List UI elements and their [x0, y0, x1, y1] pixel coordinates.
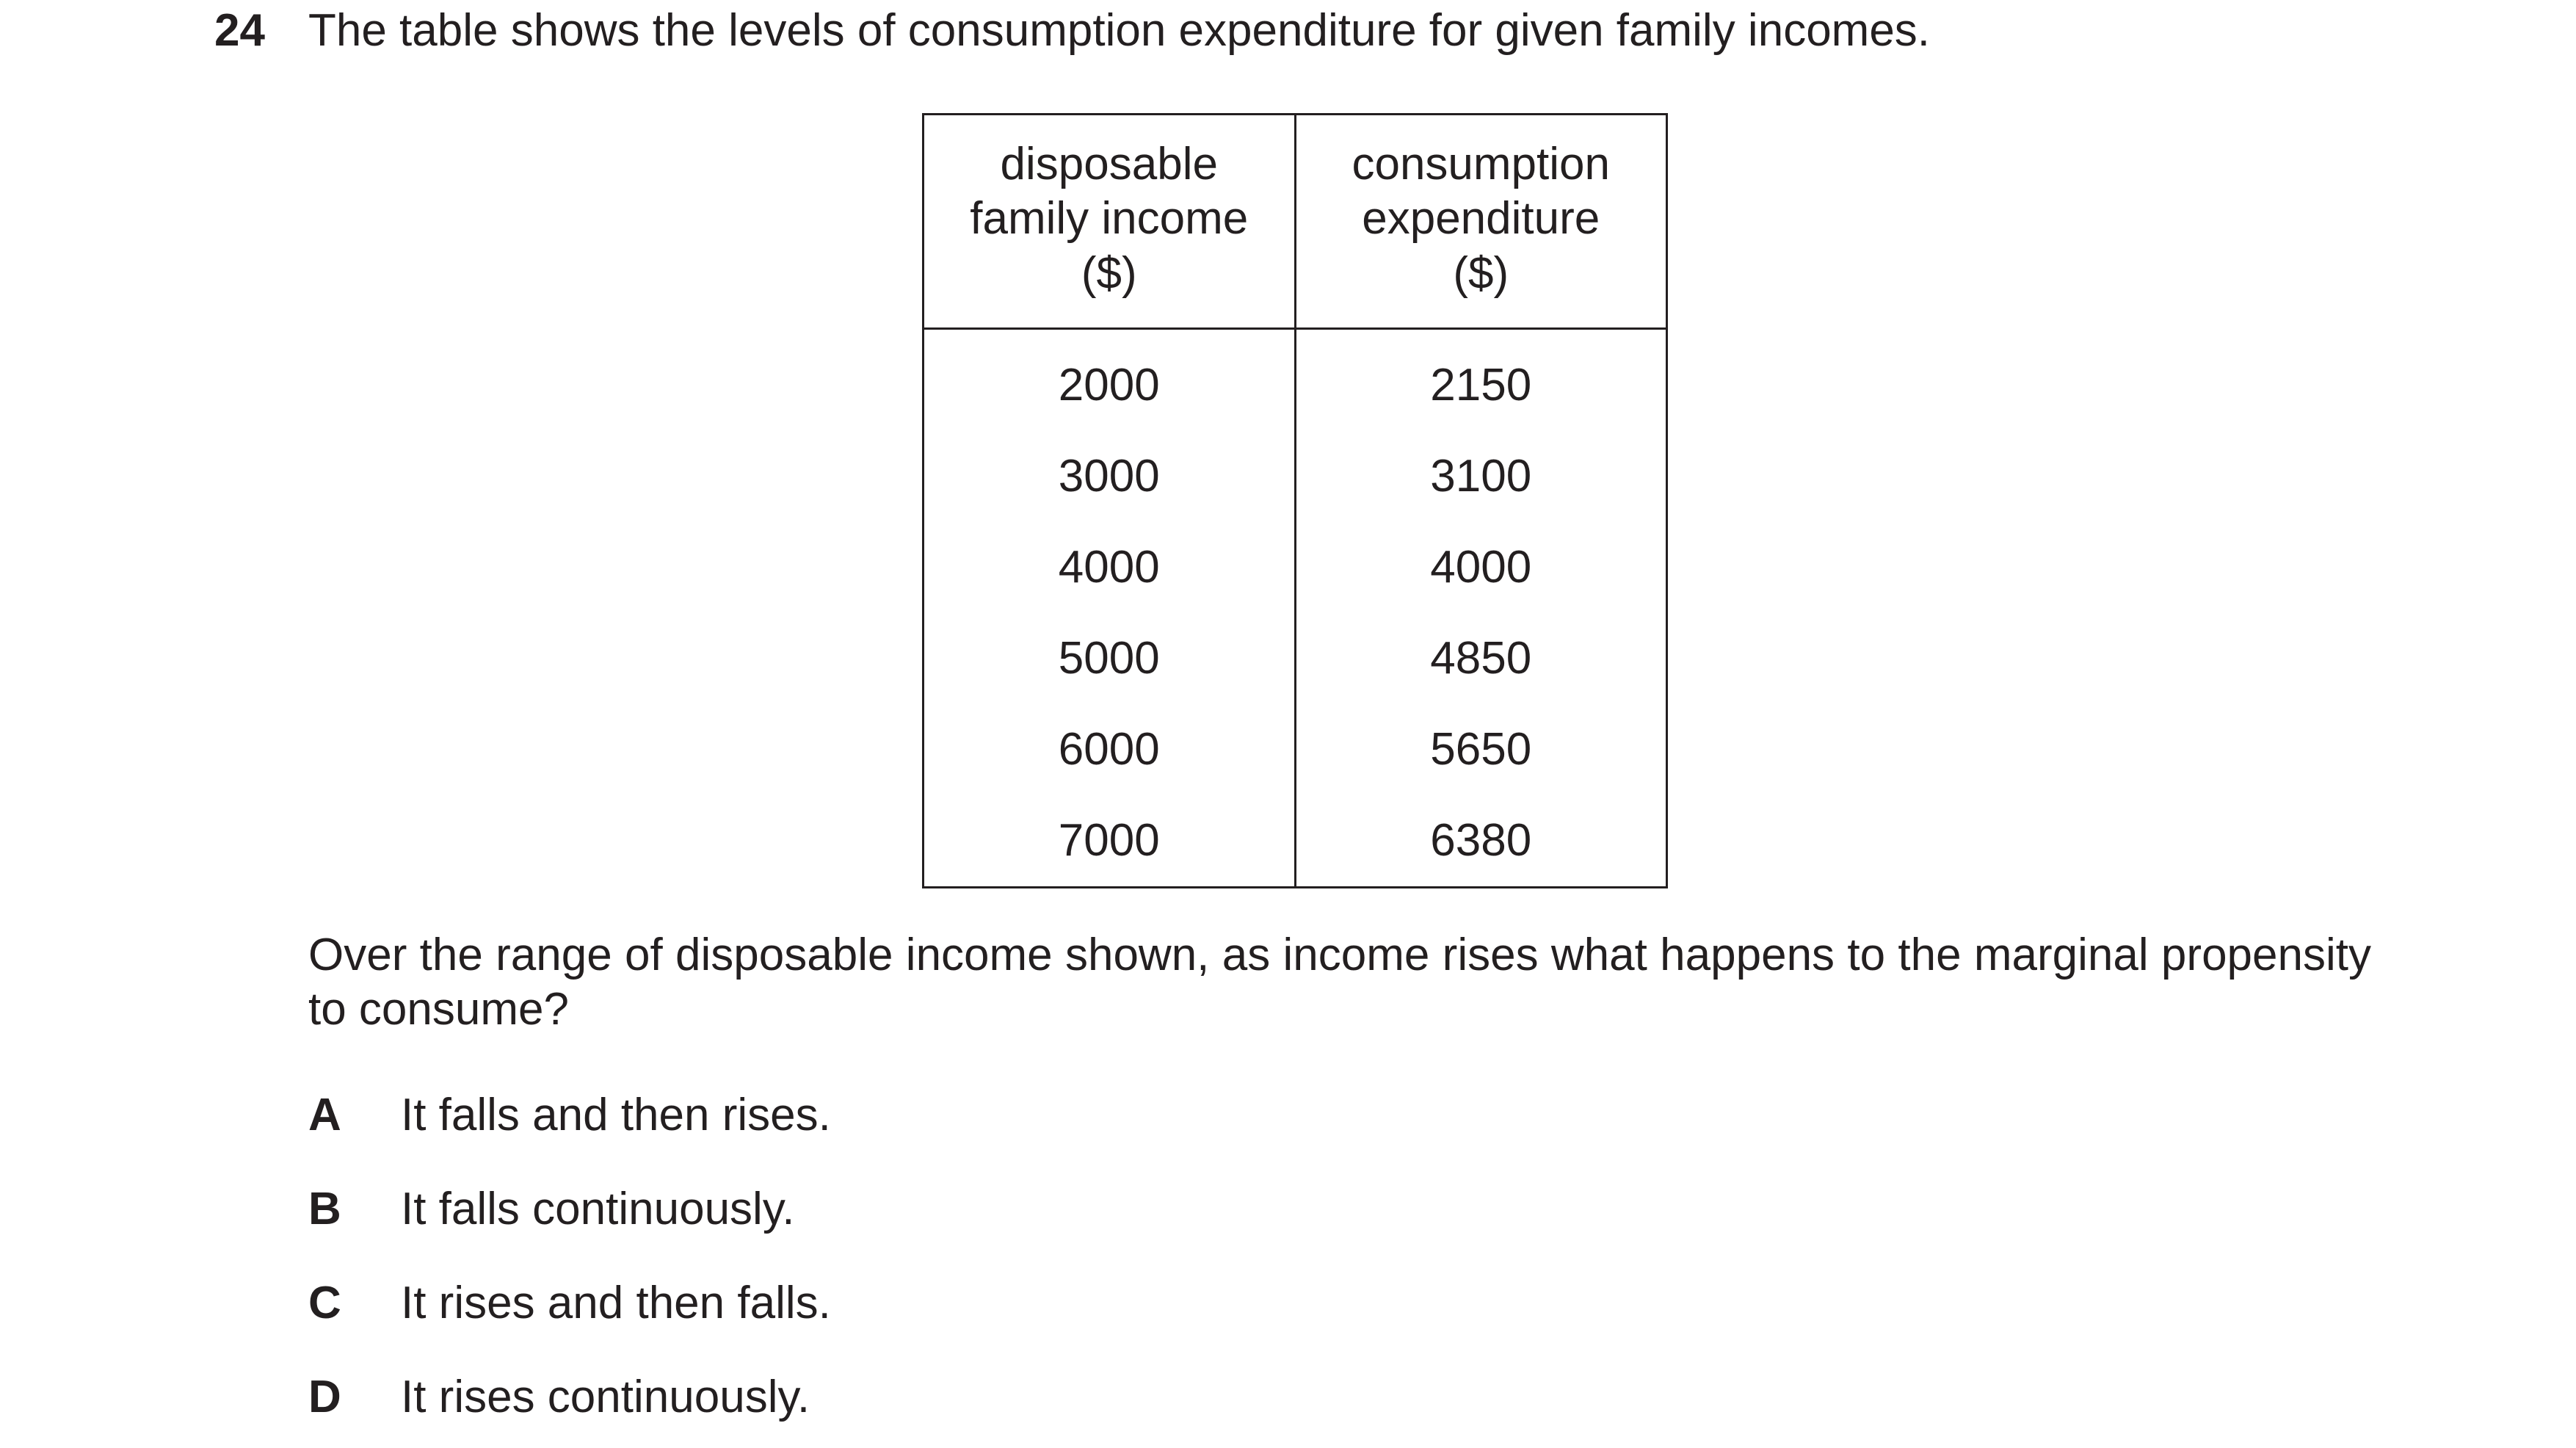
table-header-row — [924, 115, 1667, 329]
expenditure-cell: 4850 — [1295, 613, 1667, 704]
expenditure-cell: 5650 — [1295, 704, 1667, 795]
header-line: ($) — [1453, 247, 1509, 299]
question-stem: The table shows the levels of consumption expenditure for given family incomes. — [308, 5, 1931, 56]
header-line: ($) — [1081, 247, 1137, 299]
income-cell: 5000 — [924, 613, 1296, 704]
income-consumption-table — [922, 113, 1668, 888]
option-d[interactable] — [308, 1370, 810, 1425]
table-row — [924, 704, 1667, 795]
income-cell: 6000 — [924, 704, 1296, 795]
option-letter: A — [308, 1090, 341, 1140]
header-line: expenditure — [1362, 193, 1600, 245]
question-text: Over the range of disposable income shown, as income rises what happens to the marginal propensity to consume? — [308, 930, 2371, 1035]
option-text: It rises continuously. — [401, 1372, 810, 1422]
question-number: 24 — [214, 5, 265, 56]
option-text: It falls continuously. — [401, 1184, 795, 1234]
header-line: disposable — [1000, 138, 1218, 189]
income-cell: 3000 — [924, 431, 1296, 522]
header-line: consumption — [1352, 138, 1611, 189]
expenditure-cell: 2150 — [1295, 329, 1667, 432]
income-cell: 2000 — [924, 329, 1296, 432]
income-cell: 7000 — [924, 795, 1296, 888]
table-row — [924, 522, 1667, 613]
table-row — [924, 613, 1667, 704]
option-letter: C — [308, 1278, 341, 1328]
option-c[interactable] — [308, 1276, 831, 1331]
option-text: It rises and then falls. — [401, 1278, 831, 1328]
option-text: It falls and then rises. — [401, 1090, 831, 1140]
expenditure-cell: 3100 — [1295, 431, 1667, 522]
expenditure-cell: 6380 — [1295, 795, 1667, 888]
table-row — [924, 431, 1667, 522]
table-row — [924, 329, 1667, 432]
header-disposable-income — [924, 115, 1296, 329]
option-letter: D — [308, 1372, 341, 1422]
header-line: family income — [970, 193, 1249, 245]
expenditure-cell: 4000 — [1295, 522, 1667, 613]
header-consumption-expenditure — [1295, 115, 1667, 329]
option-b[interactable] — [308, 1182, 794, 1237]
table-row — [924, 795, 1667, 888]
income-cell: 4000 — [924, 522, 1296, 613]
option-letter: B — [308, 1184, 341, 1234]
option-a[interactable] — [308, 1088, 831, 1143]
